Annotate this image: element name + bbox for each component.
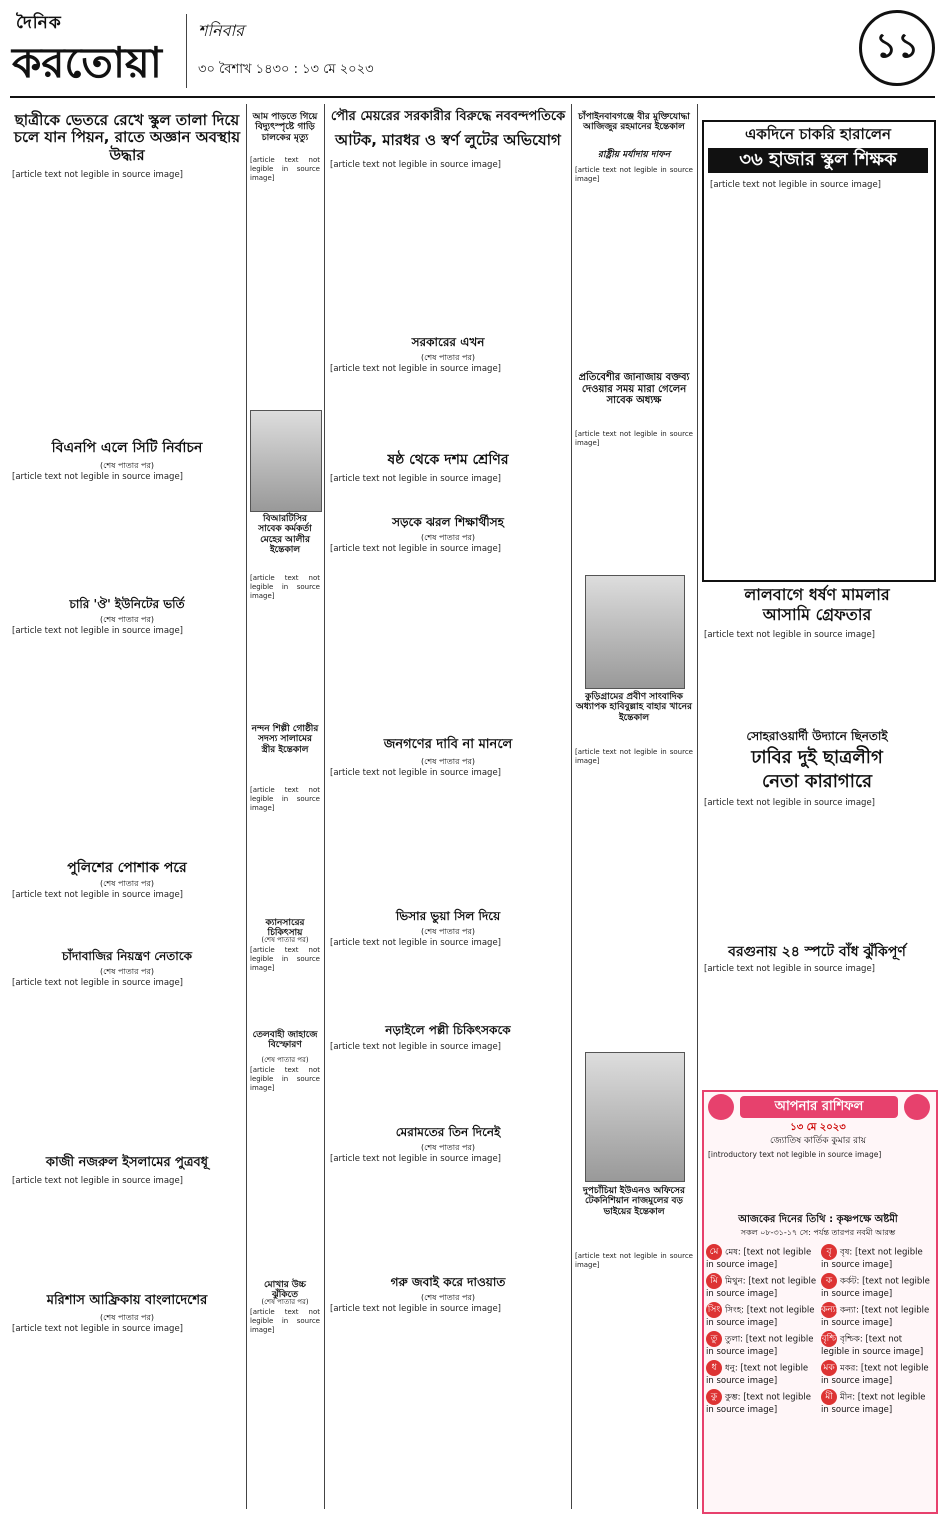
horoscope-byline: জ্যোতিষ কার্তিক কুমার রায় — [769, 1136, 867, 1146]
headline: চাঁপাইনবাবগঞ্জে বীর মুক্তিযোদ্ধা আজিজুর রহমানের ইন্তেকাল — [578, 112, 690, 133]
column-rule — [697, 104, 698, 1509]
tithi-time: সকল ০৮-৩১-১৭ সে: পর্যন্ত তারপর নবমী আরম্ভ — [740, 1228, 896, 1237]
headline: কুড়িগ্রামের প্রবীণ সাংবাদিক অধ্যাপক হাবিবুল্লাহ বাহার খানের ইন্তেকাল — [576, 692, 692, 723]
headline: সরকারের এখন — [411, 335, 485, 349]
paper-prefix: দৈনিক — [16, 13, 62, 33]
article-body: [article text not legible in source image] — [330, 768, 501, 778]
zodiac-wheel-icon — [904, 1094, 930, 1120]
headline: আসামি গ্রেফতার — [762, 605, 872, 624]
obituary-photo — [250, 410, 322, 512]
horoscope-sign — [821, 1244, 932, 1271]
zodiac-wheel-icon — [708, 1094, 734, 1120]
kicker: (শেষ পাতার পর) — [99, 967, 155, 976]
headline: পুলিশের পোশাক পরে — [67, 860, 187, 876]
kicker: (শেষ পাতার পর) — [99, 461, 155, 470]
article-body: [article text not legible in source image] — [250, 156, 320, 183]
kicker: (শেষ পাতার পর) — [420, 1293, 476, 1302]
article-body: [article text not legible in source image] — [575, 1252, 693, 1270]
zodiac-sign-icon: বৃ — [821, 1244, 837, 1260]
article-body: [article text not legible in source image] — [250, 946, 320, 973]
horoscope-sign-text: মকর: [text not legible in source image] — [821, 1363, 929, 1387]
headline: ঢাবির দুই ছাত্রলীগ — [751, 747, 883, 768]
horoscope-sign-text: সিংহ: [text not legible in source image] — [706, 1305, 815, 1329]
paper-logo: করতোয়া — [12, 38, 162, 87]
headline: সোহরাওয়ার্দী উদ্যানে ছিনতাই — [746, 729, 888, 743]
horoscope-sign — [706, 1331, 817, 1358]
zodiac-sign-icon: বৃশ্চি — [821, 1331, 837, 1347]
kicker: (শেষ পাতার পর) — [420, 1143, 476, 1152]
headline: ষষ্ঠ থেকে দশম শ্রেণির — [387, 452, 509, 468]
obituary-photo — [585, 575, 685, 689]
zodiac-sign-icon: তু — [706, 1331, 722, 1347]
horoscope-sign — [821, 1302, 932, 1329]
horoscope-sign-text: কন্যা: [text not legible in source image] — [821, 1305, 930, 1329]
horoscope-title: আপনার রাশিফল — [740, 1096, 898, 1118]
issue-date: ৩০ বৈশাখ ১৪৩০ : ১৩ মে ২০২৩ — [198, 62, 374, 77]
headline: নড়াইলে পল্লী চিকিৎসককে — [385, 1023, 511, 1037]
article-body: [article text not legible in source image] — [330, 938, 501, 948]
kicker: (শেষ পাতার পর) — [99, 879, 155, 888]
headline: বিআরটিসির সাবেক কর্মকর্তা মেহের আলীর ইন্তেকাল — [258, 514, 312, 556]
zodiac-sign-icon: মি — [706, 1273, 722, 1289]
headline: ভিসার ভুয়া সিল দিয়ে — [395, 909, 501, 923]
tithi-heading: আজকের দিনের তিথি : কৃষ্ণপক্ষে অষ্টমী — [738, 1214, 898, 1225]
column-rule — [246, 104, 247, 1509]
headline: সড়কে ঝরল শিক্ষার্থীসহ — [392, 515, 504, 529]
article-body: [article text not legible in source image] — [575, 430, 693, 448]
article-body: [article text not legible in source image] — [330, 1042, 501, 1052]
headline: আটক, মারধর ও স্বর্ণ লুটের অভিযোগ — [335, 131, 561, 149]
horoscope-date: ১৩ মে ২০২৩ — [790, 1122, 846, 1133]
column-rule — [571, 104, 572, 1509]
horoscope-sign-text: তুলা: [text not legible in source image] — [706, 1334, 814, 1358]
article-body: [article text not legible in source image] — [12, 1176, 183, 1186]
horoscope-sign-text: কর্কট: [text not legible in source image] — [821, 1276, 930, 1300]
kicker: (শেষ পাতার পর) — [420, 533, 476, 542]
article-body: [article text not legible in source image] — [250, 1308, 320, 1335]
horoscope-intro: [introductory text not legible in source image] — [708, 1150, 882, 1159]
kicker: (শেষ পাতার পর) — [420, 757, 476, 766]
horoscope-sign — [821, 1273, 932, 1300]
horoscope-sign-text: ধনু: [text not legible in source image] — [706, 1363, 809, 1387]
article-body: [article text not legible in source image] — [330, 544, 501, 554]
headline: বিএনপি এলে সিটি নির্বাচন — [51, 440, 203, 456]
article-body: [article text not legible in source image] — [12, 1324, 183, 1334]
zodiac-sign-icon: মে — [706, 1244, 722, 1260]
page-number-badge: ১১ — [859, 10, 935, 86]
obituary-photo — [585, 1052, 685, 1182]
horoscope-sign — [706, 1244, 817, 1271]
article-body: [article text not legible in source image] — [330, 160, 501, 170]
horoscope-sign-text: মিথুন: [text not legible in source image] — [706, 1276, 817, 1300]
headline: ক্যানসারের চিকিৎসায় — [265, 918, 305, 939]
article-body: [article text not legible in source image] — [12, 626, 183, 636]
article-body: [article text not legible in source image] — [330, 474, 501, 484]
headline: মোখার উচ্চ ঝুঁকিতে — [263, 1280, 307, 1301]
headline: নেতা কারাগারে — [761, 771, 873, 792]
headline: লালবাগে ধর্ষণ মামলার — [744, 585, 890, 604]
zodiac-sign-icon: ধ — [706, 1360, 722, 1376]
kicker: (শেষ পাতার পর) — [99, 615, 155, 624]
headline: আম পাড়তে গিয়ে বিদ্যুৎস্পৃষ্টে গাড়ি চালকের মৃত্যু — [252, 112, 318, 143]
issue-day: শনিবার — [198, 21, 244, 40]
zodiac-sign-icon: ক — [821, 1273, 837, 1289]
kicker: (শেষ পাতার পর) — [420, 927, 476, 936]
article-body: [article text not legible in source image] — [575, 748, 693, 766]
horoscope-sign-text: বৃষ: [text not legible in source image] — [821, 1247, 923, 1270]
headline: জনগণের দাবি না মানলে — [383, 737, 513, 752]
zodiac-sign-icon: কন্যা — [821, 1302, 837, 1318]
column-rule — [324, 104, 325, 1509]
headline: ৩৬ হাজার স্কুল শিক্ষক — [708, 148, 928, 173]
article-body: [article text not legible in source image] — [250, 1066, 320, 1093]
article-body: [article text not legible in source image] — [330, 364, 501, 374]
headline: গরু জবাই করে দাওয়াত — [390, 1275, 506, 1289]
article-body: [article text not legible in source image] — [12, 472, 183, 482]
horoscope-sign — [706, 1302, 817, 1329]
headline: কাজী নজরুল ইসলামের পুত্রবধূ — [45, 1155, 209, 1170]
article-body: [article text not legible in source image] — [12, 978, 183, 988]
horoscope-sign — [821, 1331, 932, 1358]
zodiac-sign-icon: কু — [706, 1389, 722, 1405]
article-body: [article text not legible in source image] — [12, 170, 183, 180]
headline: একদিনে চাকরি হারালেন — [745, 125, 891, 143]
zodiac-sign-icon: মক — [821, 1360, 837, 1376]
headline: মরিশাস আফ্রিকায় বাংলাদেশের — [46, 1293, 208, 1308]
headline: বরগুনায় ২৪ স্পটে বাঁধ ঝুঁকিপূর্ণ — [728, 944, 906, 960]
horoscope-sign — [706, 1360, 817, 1387]
masthead-divider — [186, 14, 187, 88]
subheadline: রাষ্ট্রীয় মর্যাদায় দাফন — [597, 150, 671, 160]
kicker: (শেষ পাতার পর) — [261, 936, 309, 944]
article-body: [article text not legible in source image] — [704, 964, 875, 974]
horoscope-sign-text: মেষ: [text not legible in source image] — [706, 1247, 812, 1270]
headline: দুপচাঁচিয়া ইউএনও অফিসের টেকনিশিয়ান নাজমুলের বড় ভাইয়ের ইন্তেকাল — [583, 1186, 685, 1217]
headline: চাঁদাবাজির নিয়ন্ত্রণ নেতাকে — [61, 949, 192, 963]
zodiac-sign-icon: মী — [821, 1389, 837, 1405]
article-body: [article text not legible in source image] — [250, 574, 320, 601]
horoscope-signs — [706, 1244, 932, 1506]
article-body: [article text not legible in source image] — [704, 798, 875, 808]
headline: প্রতিবেশীর জানাজায় বক্তব্য দেওয়ার সময় মারা গেলেন সাবেক অধ্যক্ষ — [578, 372, 690, 406]
horoscope-sign — [821, 1389, 932, 1416]
headline: ছাত্রীকে ভেতরে রেখে স্কুল তালা দিয়ে চলে যান পিয়ন, রাতে অজ্ঞান অবস্থায় উদ্ধার — [13, 111, 241, 164]
zodiac-sign-icon: সিং — [706, 1302, 722, 1318]
horoscope-sign — [706, 1273, 817, 1300]
article-body: [article text not legible in source image] — [12, 890, 183, 900]
horoscope-sign-text: মীন: [text not legible in source image] — [821, 1392, 926, 1416]
kicker: (শেষ পাতার পর) — [261, 1056, 309, 1064]
article-body: [article text not legible in source image] — [330, 1304, 501, 1314]
article-body: [article text not legible in source image] — [250, 786, 320, 813]
horoscope-sign — [821, 1360, 932, 1387]
headline: পৌর মেয়রের সরকারীর বিরুদ্ধে নববন্দপতিকে — [330, 109, 566, 124]
article-body: [article text not legible in source image] — [330, 1154, 501, 1164]
kicker: (শেষ পাতার পর) — [99, 1313, 155, 1322]
headline: মেরামতের তিন দিনেই — [395, 1125, 501, 1139]
article-body: [article text not legible in source image] — [704, 630, 875, 640]
headline: চারি 'ঔ' ইউনিটের ভর্তি — [69, 597, 185, 611]
article-body: [article text not legible in source image] — [710, 180, 881, 190]
headline: নন্দন শিল্পী গোষ্ঠীর সদস্য সালামের স্ত্রীর ইন্তেকাল — [251, 724, 319, 755]
horoscope-sign-text: কুম্ভ: [text not legible in source image] — [706, 1392, 811, 1416]
horoscope-sign — [706, 1389, 817, 1416]
horoscope-sign-text: বৃশ্চিক: [text not legible in source image] — [821, 1334, 924, 1358]
kicker: (শেষ পাতার পর) — [420, 353, 476, 362]
kicker: (শেষ পাতার পর) — [261, 1298, 309, 1306]
article-body: [article text not legible in source image] — [575, 166, 693, 184]
headline: তেলবাহী জাহাজে বিস্ফোরণ — [252, 1030, 318, 1051]
